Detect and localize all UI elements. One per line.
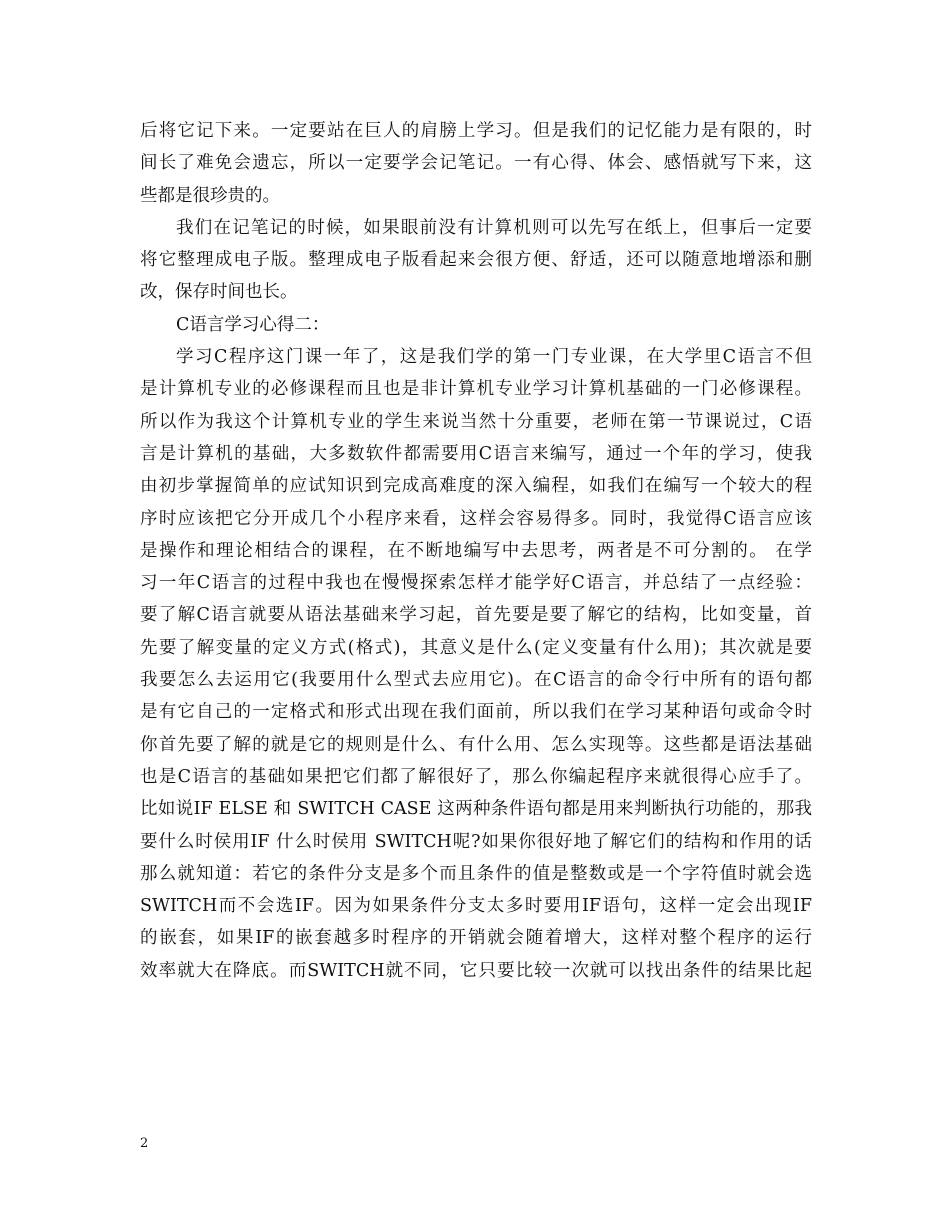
- text-line: 是操作和理论相结合的课程，在不断地编写中去思考，两者是不可分割的。 在学: [140, 540, 812, 561]
- body-text: [140, 115, 812, 987]
- text-line: 些都是很珍贵的。: [140, 185, 280, 206]
- section-heading: C语言学习心得二：: [176, 314, 330, 335]
- text-line: 先要了解变量的定义方式(格式)，其意义是什么(定义变量有什么用)；其次就是要: [140, 637, 812, 658]
- text-line: 改，保存时间也长。: [140, 282, 298, 303]
- text-line: 比如说IF ELSE 和 SWITCH CASE 这两种条件语句都是用来判断执行功能的，那我: [140, 799, 812, 820]
- text-line: 由初步掌握简单的应试知识到完成高难度的深入编程，如我们在编写一个较大的程: [140, 476, 812, 497]
- text-line: 习一年C语言的过程中我也在慢慢探索怎样才能学好C语言，并总结了一点经验：: [140, 573, 812, 594]
- text-line: 是计算机专业的必修课程而且也是非计算机专业学习计算机基础的一门必修课程。: [140, 379, 812, 400]
- text-line: 我要怎么去运用它(我要用什么型式去应用它)。在C语言的命令行中所有的语句都: [140, 670, 812, 691]
- text-line: 效率就大在降底。而SWITCH就不同，它只要比较一次就可以找出条件的结果比起: [140, 960, 812, 981]
- text-line: 要什么时侯用IF 什么时侯用 SWITCH呢?如果你很好地了解它们的结构和作用的话: [140, 831, 812, 852]
- text-line: 将它整理成电子版。整理成电子版看起来会很方便、舒适，还可以随意地增添和删: [140, 250, 812, 271]
- page-number: 2: [140, 1136, 149, 1151]
- text-line: 也是C语言的基础如果把它们都了解很好了，那么你编起程序来就很得心应手了。: [140, 766, 812, 787]
- text-line: 序时应该把它分开成几个小程序来看，这样会容易得多。同时，我觉得C语言应该: [140, 508, 812, 529]
- text-line: 言是计算机的基础，大多数软件都需要用C语言来编写，通过一个年的学习，使我: [140, 443, 812, 464]
- text-line: 的嵌套，如果IF的嵌套越多时程序的开销就会随着增大，这样对整个程序的运行: [140, 928, 812, 949]
- text-line: 所以作为我这个计算机专业的学生来说当然十分重要，老师在第一节课说过，C语: [140, 411, 812, 432]
- text-line: 我们在记笔记的时候，如果眼前没有计算机则可以先写在纸上，但事后一定要: [176, 217, 812, 238]
- text-line: SWITCH而不会选IF。因为如果条件分支太多时要用IF语句，这样一定会出现IF: [140, 896, 812, 917]
- text-line: 后将它记下来。一定要站在巨人的肩膀上学习。但是我们的记忆能力是有限的，时: [140, 121, 812, 141]
- text-line: 你首先要了解的就是它的规则是什么、有什么用、怎么实现等。这些都是语法基础: [140, 734, 812, 755]
- text-line: 那么就知道：若它的条件分支是多个而且条件的值是整数或是一个字符值时就会选: [140, 863, 812, 884]
- text-line: 要了解C语言就要从语法基础来学习起，首先要是要了解它的结构，比如变量，首: [140, 605, 812, 626]
- text-line: 间长了难免会遗忘，所以一定要学会记笔记。一有心得、体会、感悟就写下来，这: [140, 153, 812, 174]
- text-line: 是有它自己的一定格式和形式出现在我们面前，所以我们在学习某种语句或命令时: [140, 702, 812, 723]
- text-line: 学习C程序这门课一年了，这是我们学的第一门专业课，在大学里C语言不但: [176, 347, 812, 368]
